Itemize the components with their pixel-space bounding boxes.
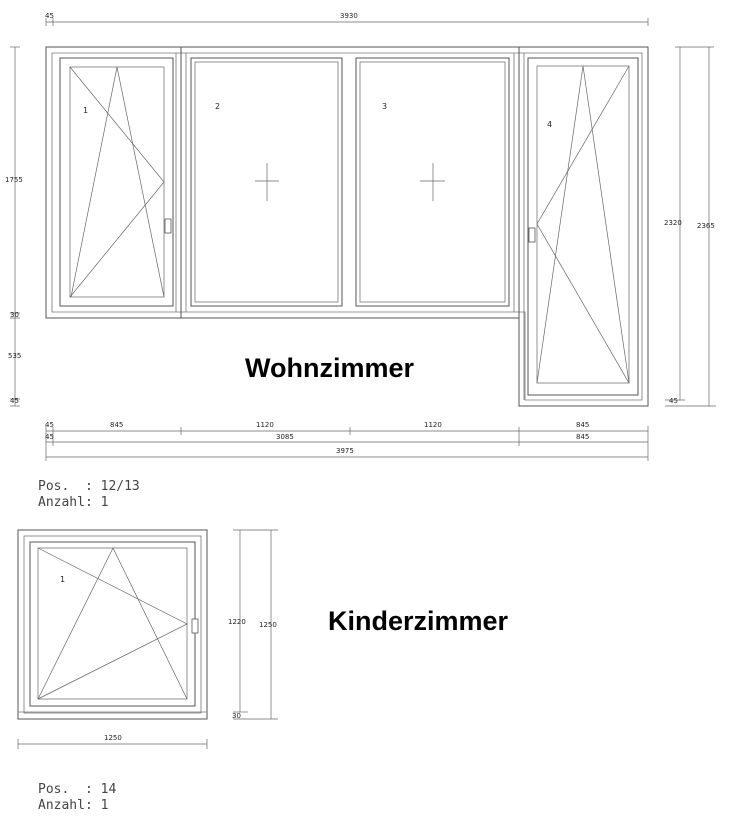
window-1-drawing (5, 12, 716, 510)
dim-bottom-845-right: 845 (576, 421, 590, 429)
handle-icon (192, 619, 198, 633)
dim-left-30: 30 (10, 311, 19, 319)
dim-bottom-1120-b: 1120 (424, 421, 442, 429)
dim-right-2320: 2320 (664, 219, 682, 227)
dim-left-45: 45 (10, 397, 19, 405)
pane-label-4: 4 (547, 120, 553, 129)
room-label-wohnzimmer: Wohnzimmer (245, 353, 415, 383)
fixed-pane-2 (191, 58, 342, 306)
dim-bottom-1250: 1250 (104, 734, 122, 742)
dim-bottom-1120-a: 1120 (256, 421, 274, 429)
fixed-pane-3 (356, 58, 509, 306)
dim-right-2365: 2365 (697, 222, 715, 230)
dim-right-45: 45 (669, 397, 678, 405)
dim-bottom3-3975: 3975 (336, 447, 354, 455)
top-dimension (45, 12, 648, 26)
quantity-line: Anzahl: 1 (38, 495, 109, 510)
pane-label-3: 3 (382, 102, 388, 111)
left-dimensions (5, 47, 23, 406)
dim-left-1755: 1755 (5, 176, 23, 184)
dim-left-535: 535 (8, 352, 22, 360)
sash-1 (60, 58, 173, 306)
bottom-dimensions (45, 421, 648, 461)
window-frame (18, 530, 207, 719)
handle-icon (165, 219, 171, 233)
sash-4 (528, 58, 638, 395)
position-line: Pos. : 12/13 (38, 479, 140, 494)
dim-top-45: 45 (45, 12, 54, 20)
dim-bottom-845-left: 845 (110, 421, 124, 429)
bottom-dimensions (18, 734, 207, 749)
dim-bottom2-845: 845 (576, 433, 590, 441)
pane-label-2: 2 (215, 102, 221, 111)
quantity-line: Anzahl: 1 (38, 798, 109, 813)
pane-label-1: 1 (83, 106, 89, 115)
dim-right-1220: 1220 (228, 618, 246, 626)
sash-1 (30, 542, 198, 706)
dim-bottom2-45: 45 (45, 433, 54, 441)
room-label-kinderzimmer: Kinderzimmer (328, 606, 509, 636)
window-2-drawing (18, 530, 509, 813)
right-dimensions (664, 47, 716, 406)
dim-bottom-45: 45 (45, 421, 54, 429)
pane-label-1: 1 (60, 575, 66, 584)
handle-icon (529, 228, 535, 242)
right-dimensions (228, 530, 278, 720)
position-line: Pos. : 14 (38, 782, 117, 797)
dim-top-3930: 3930 (340, 12, 358, 20)
dim-bottom2-3085: 3085 (276, 433, 294, 441)
dim-right-1250: 1250 (259, 621, 277, 629)
dim-right-30: 30 (232, 712, 241, 720)
